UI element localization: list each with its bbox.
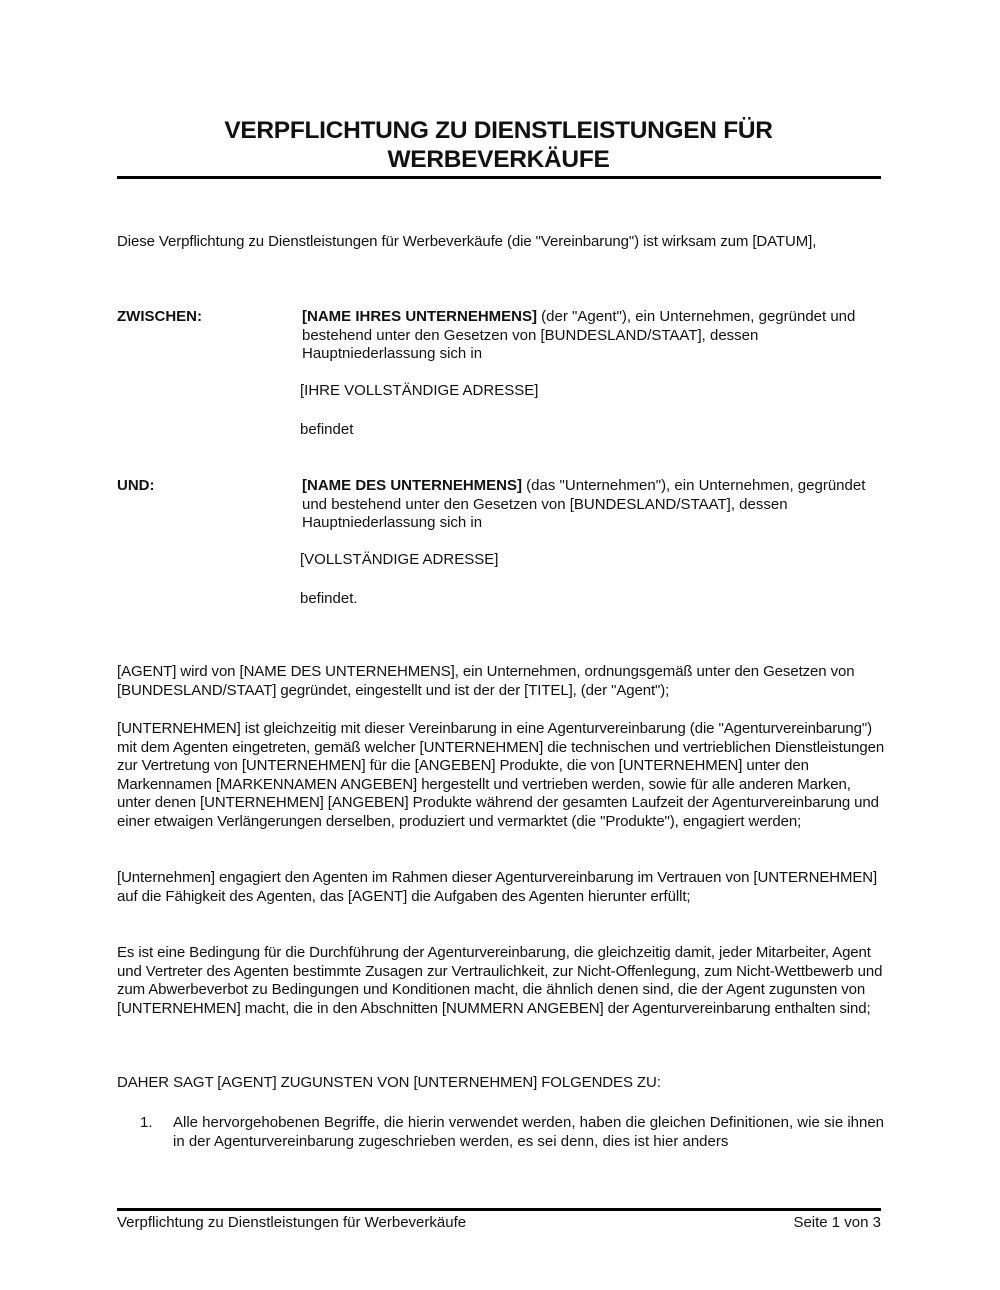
party-description-agent xyxy=(302,308,887,364)
recital-paragraph: [AGENT] wird von [NAME DES UNTERNEHMENS], ein Unternehmen, ordnungsgemäß unter den Gesetzen von [BUNDESLAND/STAAT] gegründet, eingestellt und ist der der [TITEL], (der "Agent"); xyxy=(117,663,855,699)
party-address-company: [VOLLSTÄNDIGE ADRESSE] xyxy=(300,551,499,568)
footer-document-title: Verpflichtung zu Dienstleistungen für Werbeverkäufe xyxy=(117,1214,467,1231)
clause-text: Alle hervorgehobenen Begriffe, die hierin verwendet werden, haben die gleichen Definitionen, wie sie ihnen in der Agenturvereinbarung zugeschrieben werden, es sei denn, dies ist hier anders xyxy=(173,1114,885,1150)
footer-divider xyxy=(117,1208,881,1211)
intro-paragraph: Diese Verpflichtung zu Dienstleistungen für Werbeverkäufe (die "Vereinbarung") ist wirksam zum [DATUM], xyxy=(117,233,817,250)
party-closing-agent: befindet xyxy=(300,421,354,438)
therefore-heading: DAHER SAGT [AGENT] ZUGUNSTEN VON [UNTERNEHMEN] FOLGENDES ZU: xyxy=(117,1074,661,1091)
party-address-agent: [IHRE VOLLSTÄNDIGE ADRESSE] xyxy=(300,382,539,399)
party-label-between: ZWISCHEN: xyxy=(117,308,202,325)
recital-paragraph: Es ist eine Bedingung für die Durchführung der Agenturvereinbarung, die gleichzeitig damit, jeder Mitarbeiter, Agent und Vertreter des Agenten bestimmte Zusagen zur Vertraulichkeit, zur Nicht-Offenlegung, zum Nicht-Wettbewerb und zum Abwerbeverbot zu Bedingungen und Konditionen macht, die ähnlich denen sind, die der Agent zugunsten von [UNTERNEHMEN] macht, die in den Abschnitten [NUMMERN ANGEBEN] der Agenturvereinbarung enthalten sind; xyxy=(117,944,883,1017)
party-text-agent: (der "Agent"), ein Unternehmen, gegründet und bestehend unter den Gesetzen von [BUNDESLAND/STAAT], dessen Hauptniederlassung sich in xyxy=(302,308,856,362)
recital-paragraph: [UNTERNEHMEN] ist gleichzeitig mit dieser Vereinbarung in eine Agenturvereinbarung (die "Agenturvereinbarung") mit dem Agenten eingetreten, gemäß welcher [UNTERNEHMEN] die technischen und vertrieblichen Dienstleistungen zur Vertretung von [UNTERNEHMEN] für die [ANGEBEN] Produkte, die von [UNTERNEHMEN] unter den Markennamen [MARKENNAMEN ANGEBEN] hergestellt und vertrieben werden, sowie für alle anderen Marken, unter denen [UNTERNEHMEN] [ANGEBEN] Produkte während der gesamten Laufzeit der Agenturvereinbarung und einer etwaigen Verlängerungen derselben, produziert und vermarktet (die "Produkte"), engagiert werden; xyxy=(117,720,885,830)
party-text-company: (das "Unternehmen"), ein Unternehmen, gegründet und bestehend unter den Gesetzen von [BUNDESLAND/STAAT], dessen Hauptniederlassung sich in xyxy=(302,477,866,531)
title-line-1: VERPFLICHTUNG ZU DIENSTLEISTUNGEN FÜR xyxy=(224,117,773,144)
party-description-company xyxy=(302,477,887,533)
footer-page-number: Seite 1 von 3 xyxy=(793,1214,881,1231)
party-name-company: [NAME DES UNTERNEHMENS] xyxy=(302,477,523,494)
recital-paragraph: [Unternehmen] engagiert den Agenten im Rahmen dieser Agenturvereinbarung im Vertrauen von [UNTERNEHMEN] auf die Fähigkeit des Agenten, das [AGENT] die Aufgaben des Agenten hierunter erfüllt; xyxy=(117,869,878,905)
party-name-agent: [NAME IHRES UNTERNEHMENS] xyxy=(302,308,538,325)
clause-number: 1. xyxy=(140,1114,153,1131)
title-divider xyxy=(117,176,881,179)
title-line-2: WERBEVERKÄUFE xyxy=(387,146,610,173)
party-label-and: UND: xyxy=(117,477,155,494)
party-closing-company: befindet. xyxy=(300,590,358,607)
document-title xyxy=(117,116,880,174)
